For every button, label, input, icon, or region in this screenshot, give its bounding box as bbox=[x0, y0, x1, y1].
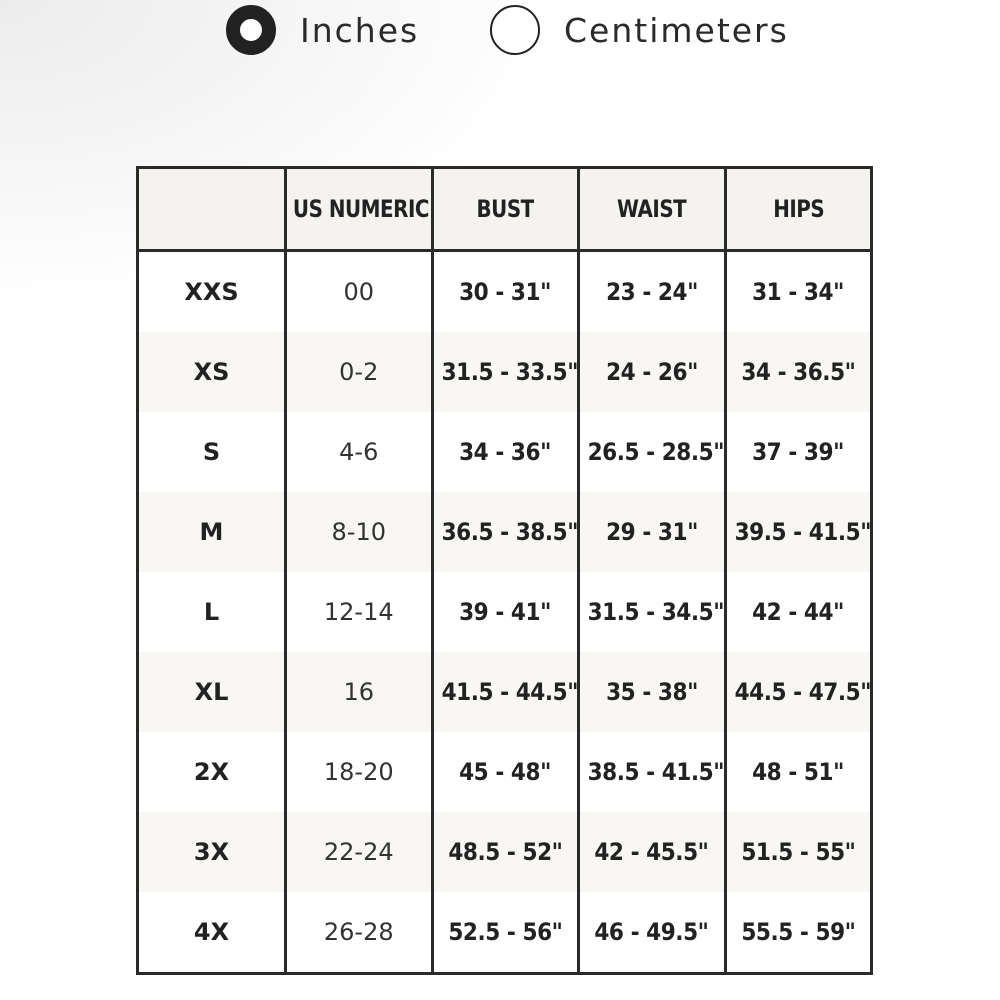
us-numeric-cell: 12-14 bbox=[286, 572, 433, 652]
hips-cell bbox=[725, 812, 872, 892]
centimeters-radio[interactable] bbox=[490, 5, 540, 55]
size-chart-body bbox=[138, 251, 872, 974]
waist-cell bbox=[579, 652, 726, 732]
waist-cell-text: 24 - 26" bbox=[605, 358, 698, 386]
bust-cell-text: 39 - 41" bbox=[459, 598, 552, 626]
size-label-cell: 2X bbox=[138, 732, 286, 812]
waist-cell bbox=[579, 892, 726, 974]
table-row bbox=[138, 251, 872, 333]
hips-cell-text: 39.5 - 41.5" bbox=[734, 518, 871, 546]
bust-cell bbox=[432, 652, 579, 732]
size-label-cell: 4X bbox=[138, 892, 286, 974]
waist-cell-text: 35 - 38" bbox=[605, 678, 698, 706]
waist-cell bbox=[579, 812, 726, 892]
bust-cell bbox=[432, 332, 579, 412]
us-numeric-cell: 16 bbox=[286, 652, 433, 732]
table-row bbox=[138, 492, 872, 572]
table-row bbox=[138, 572, 872, 652]
table-row bbox=[138, 332, 872, 412]
bust-cell-text: 34 - 36" bbox=[459, 438, 552, 466]
hips-cell-text: 51.5 - 55" bbox=[741, 838, 856, 866]
size-label-cell: XS bbox=[138, 332, 286, 412]
bust-cell-text: 41.5 - 44.5" bbox=[441, 678, 578, 706]
waist-cell-text: 26.5 - 28.5" bbox=[587, 438, 725, 466]
header-bust: BUST bbox=[432, 168, 579, 251]
inches-label: Inches bbox=[300, 10, 420, 50]
header-us-numeric: US NUMERIC bbox=[286, 168, 433, 251]
unit-selector bbox=[0, 2, 1000, 58]
hips-cell-text: 42 - 44" bbox=[752, 598, 845, 626]
us-numeric-cell: 4-6 bbox=[286, 412, 433, 492]
table-row bbox=[138, 732, 872, 812]
waist-cell bbox=[579, 492, 726, 572]
header-hips: HIPS bbox=[725, 168, 872, 251]
size-chart-header-row bbox=[138, 168, 872, 251]
size-label-cell: 3X bbox=[138, 812, 286, 892]
waist-cell-text: 38.5 - 41.5" bbox=[587, 758, 725, 786]
us-numeric-cell: 0-2 bbox=[286, 332, 433, 412]
bust-cell-text: 45 - 48" bbox=[459, 758, 552, 786]
us-numeric-cell: 18-20 bbox=[286, 732, 433, 812]
size-label-cell: XXS bbox=[138, 251, 286, 333]
inches-radio[interactable] bbox=[226, 5, 276, 55]
hips-cell-text: 48 - 51" bbox=[752, 758, 845, 786]
waist-cell bbox=[579, 732, 726, 812]
bust-cell-text: 48.5 - 52" bbox=[448, 838, 563, 866]
waist-cell bbox=[579, 251, 726, 333]
table-row bbox=[138, 892, 872, 974]
bust-cell bbox=[432, 572, 579, 652]
bust-cell bbox=[432, 412, 579, 492]
table-row bbox=[138, 812, 872, 892]
bust-cell bbox=[432, 812, 579, 892]
hips-cell bbox=[725, 492, 872, 572]
unit-option-centimeters[interactable] bbox=[490, 2, 789, 58]
waist-cell bbox=[579, 572, 726, 652]
waist-cell bbox=[579, 412, 726, 492]
waist-cell-text: 31.5 - 34.5" bbox=[587, 598, 725, 626]
hips-cell-text: 37 - 39" bbox=[752, 438, 845, 466]
waist-cell-text: 23 - 24" bbox=[605, 278, 698, 306]
us-numeric-cell: 8-10 bbox=[286, 492, 433, 572]
table-row bbox=[138, 652, 872, 732]
hips-cell bbox=[725, 652, 872, 732]
hips-cell-text: 55.5 - 59" bbox=[741, 918, 856, 946]
size-label-cell: M bbox=[138, 492, 286, 572]
bust-cell-text: 30 - 31" bbox=[459, 278, 552, 306]
hips-cell bbox=[725, 572, 872, 652]
bust-cell-text: 31.5 - 33.5" bbox=[441, 358, 578, 386]
size-label-cell: L bbox=[138, 572, 286, 652]
header-size-column bbox=[138, 168, 286, 251]
hips-cell-text: 31 - 34" bbox=[752, 278, 845, 306]
hips-cell bbox=[725, 892, 872, 974]
centimeters-label: Centimeters bbox=[564, 10, 789, 50]
bust-cell-text: 36.5 - 38.5" bbox=[441, 518, 578, 546]
waist-cell bbox=[579, 332, 726, 412]
waist-cell-text: 29 - 31" bbox=[605, 518, 698, 546]
unit-option-inches[interactable] bbox=[226, 2, 419, 58]
bust-cell-text: 52.5 - 56" bbox=[448, 918, 563, 946]
size-label-cell: S bbox=[138, 412, 286, 492]
waist-cell-text: 42 - 45.5" bbox=[594, 838, 709, 866]
hips-cell-text: 34 - 36.5" bbox=[741, 358, 856, 386]
hips-cell bbox=[725, 412, 872, 492]
table-row bbox=[138, 412, 872, 492]
hips-cell bbox=[725, 251, 872, 333]
waist-cell-text: 46 - 49.5" bbox=[594, 918, 709, 946]
us-numeric-cell: 00 bbox=[286, 251, 433, 333]
hips-cell bbox=[725, 332, 872, 412]
bust-cell bbox=[432, 492, 579, 572]
hips-cell bbox=[725, 732, 872, 812]
size-chart-table bbox=[136, 166, 873, 975]
us-numeric-cell: 22-24 bbox=[286, 812, 433, 892]
bust-cell bbox=[432, 732, 579, 812]
hips-cell-text: 44.5 - 47.5" bbox=[734, 678, 871, 706]
header-waist: WAIST bbox=[579, 168, 726, 251]
bust-cell bbox=[432, 892, 579, 974]
bust-cell bbox=[432, 251, 579, 333]
us-numeric-cell: 26-28 bbox=[286, 892, 433, 974]
size-label-cell: XL bbox=[138, 652, 286, 732]
